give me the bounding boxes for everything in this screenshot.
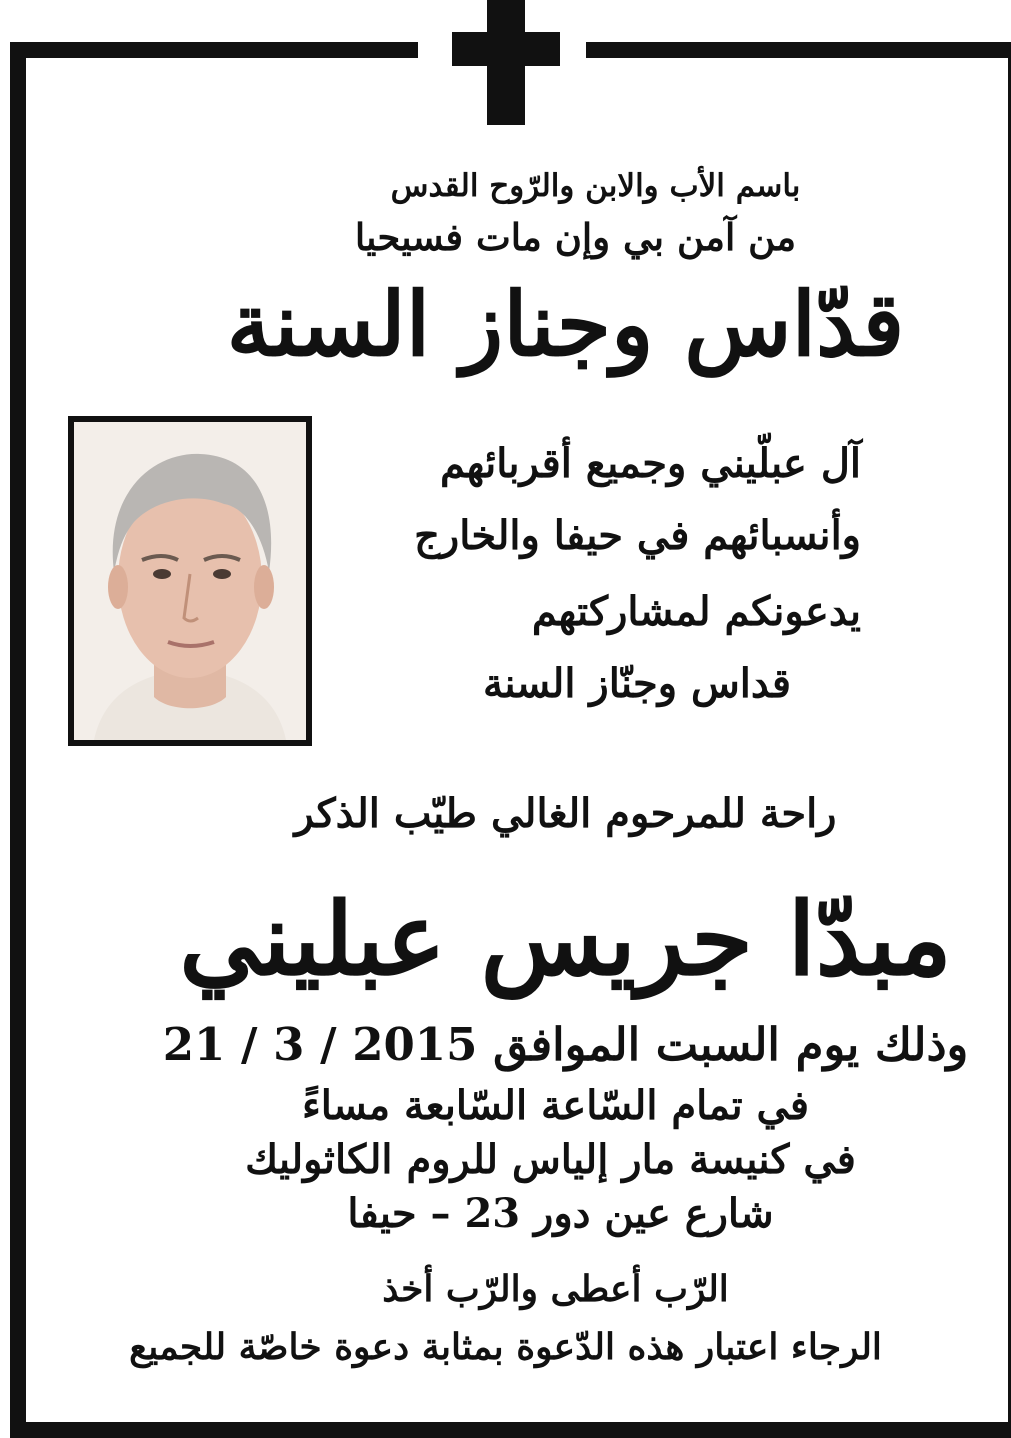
family-line-1: آل عبلّيني وجميع أقربائهم — [440, 440, 861, 487]
deceased-name: مبدّا جريس عبليني — [179, 880, 952, 998]
time-line: في تمام السّاعة السّابعة مساءً — [301, 1082, 809, 1129]
repose-text: راحة للمرحوم الغالي طيّب الذكر — [294, 790, 837, 837]
closing-note: الرجاء اعتبار هذه الدّعوة بمثابة دعوة خاصّة للجميع — [129, 1326, 882, 1368]
closing-verse: الرّب أعطى والرّب أخذ — [382, 1268, 729, 1310]
verse-text: من آمن بي وإن مات فسيحيا — [354, 215, 797, 259]
church-line: في كنيسة مار إلياس للروم الكاثوليك — [245, 1136, 856, 1183]
family-line-2: وأنسبائهم في حيفا والخارج — [414, 512, 861, 559]
date-line: وذلك يوم السبت الموافق 2015 / 3 / 21 — [162, 1018, 969, 1071]
address-line: شارع عين دور 23 – حيفا — [347, 1190, 774, 1237]
family-line-4: قداس وجنّاز السنة — [482, 660, 791, 707]
announcement-title: قدّاس وجناز السنة — [226, 272, 905, 376]
invocation-text: باسم الأب والابن والرّوح القدس — [390, 168, 801, 204]
cross-icon-bar — [452, 32, 560, 66]
family-line-3: يدعونكم لمشاركتهم — [531, 588, 861, 635]
